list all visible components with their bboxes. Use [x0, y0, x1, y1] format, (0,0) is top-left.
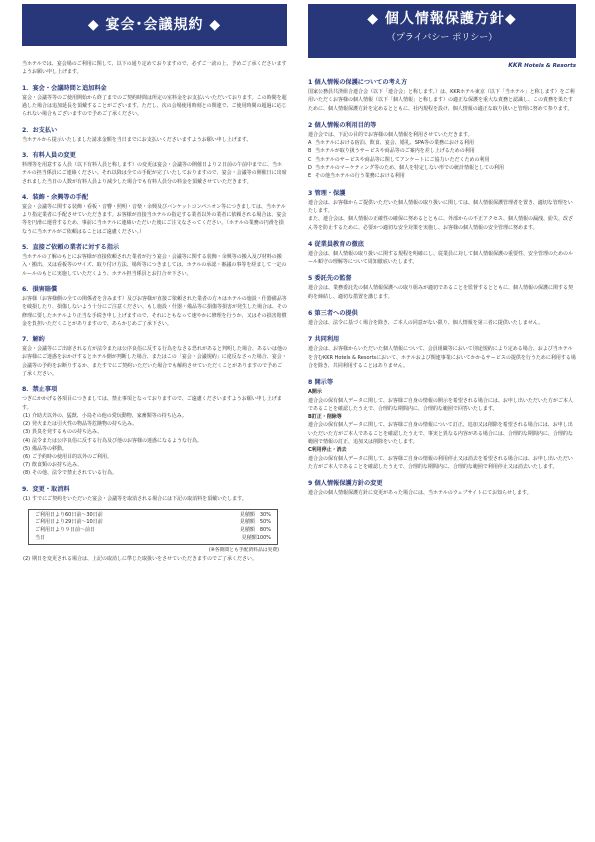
privacy-policy-banner: [308, 4, 576, 58]
list-item: A 当ホテルにおける宿泊、飲食、宴会、婚礼、SPA等の業務における利用: [308, 140, 475, 147]
section-title: 7．解約: [22, 336, 45, 344]
section-body: 当ホテルの了解のもとにお客様が直接依頼された業者が行う宴会・会議等に関する装飾・余興等の搬入及び材料の搬入・搬出、又は看板等のサイズ、取り付け方法、場所等につきましては、ホテルの承認・審議の事等を経まして一定のルールのもとに実施していただくよう、ホテル担当係員とお打合せ下さい。: [22, 254, 287, 277]
section-body: 連合会は、個人情報の取り扱いに関する規程を明確にし、従業員に対して個人情報保護の重要性、安全管理のためのルール順守の理解等について周知徹底いたします。: [308, 250, 574, 266]
section-title: 8 開示等: [308, 379, 334, 387]
section-body: 連合会では、下記の目的でお客様の個人情報を利用させていただきます。: [308, 131, 473, 138]
section-title: 3．有料人員の変更: [22, 152, 76, 159]
subsection-title: B訂正・削除等: [308, 414, 342, 421]
section-body: 当ホテルから提示いたしました請求金額を当日までにお支払いくださいますようお願い申し上げます。: [22, 136, 252, 143]
terms-section-1: [22, 84, 287, 119]
section-title: 2．お支払い: [22, 126, 58, 134]
privacy-section-6: [308, 309, 576, 327]
section-body: 連合会の保有個人データに関して、お客様ご自身の情報について訂正、追加又は削除を希望される場合には、お申し出いただいた方がご本人であることを確認したうえで、事実と異なる内容がある場合には、合理的な期間内に、合理的な範囲で情報の訂正、追加又は削除をいたします。: [308, 422, 573, 446]
list-item: (8) その他、法令で禁止されている行為。: [23, 470, 118, 477]
section-title: 4．装飾・余興等の手配: [22, 193, 89, 201]
privacy-section-8: [308, 378, 576, 471]
subsection-title: A開示: [308, 389, 322, 396]
list-item: C 当ホテルのサービスや商品等に関してアンケートにご協力いただくための利用: [308, 156, 490, 163]
list-item: E その他当ホテルの行う業務における利用: [308, 173, 405, 180]
privacy-section-9: [308, 479, 576, 497]
privacy-section-1: [308, 78, 576, 113]
section-title: 1．宴会・会議時間と追加料金: [22, 84, 107, 92]
section-title: 1 個人情報の保護についての考え方: [308, 79, 408, 86]
privacy-policy-column: [308, 0, 576, 498]
section-title: 8．禁止事項: [22, 386, 58, 394]
privacy-banner-subtitle: （プライバシー ポリシー）: [386, 33, 498, 43]
list-item: (6) ご予約時の使用目的以外のご利用。: [23, 453, 113, 460]
section-body: 宴会・会議等等のご使用開始から終了までのご契約時間は所定の室料金をお支払いいただいております。この時間を超過した場合は追加延長を頂戴することがございます。ただし、次の会場使用時刻との関連で、ご使用時間の超過に応じられない場合もございますので予めご了承ください。: [22, 94, 287, 118]
section-title: 4 従業員教育の徹底: [308, 240, 364, 248]
purpose-list: [308, 139, 576, 180]
fee-row: ご利用日より60日前〜30日前 見積額 30%: [35, 511, 271, 518]
privacy-section-3: [308, 189, 576, 232]
cancellation-fee-table: [28, 509, 278, 545]
section-body: 連合会は、法令に基づく場合を除き、ご本人の同意がない限り、個人情報を第三者に提供いたしません。: [308, 320, 544, 327]
section-title: 6 第三者への提供: [308, 310, 358, 318]
section-title: 5．直接ご依頼の業者に対する指示: [22, 244, 120, 252]
privacy-section-4: [308, 240, 576, 267]
prohibited-list: [22, 412, 287, 478]
subsection-title: C利用停止・消去: [308, 447, 347, 454]
section-title: 9．変更・取消料: [22, 485, 70, 493]
brand-logo: KKR Hotels & Resorts: [508, 62, 576, 69]
terms-section-4: [22, 193, 287, 236]
section-body: 宴会・会議等にご出席される方が法令または公序良俗に反する行為をなさる恐れがあると判明した場合、あるいは他のお客様にご迷惑をおかけするとホテル側が判断した場合、またはこの「宴会・会議規約」に違反なさった場合、宴会・会議等の予約をお断りするか、またすでにご契約いただいた場合でも解約させていただくことがありますので予めご了承ください。: [22, 346, 288, 378]
privacy-section-2: [308, 121, 576, 181]
banquet-terms-banner: ◆ 宴会･会議規約 ◆: [22, 4, 287, 46]
fee-row: ご利用日より29日前〜10日前 見積額 50%: [35, 519, 271, 526]
banquet-terms-column: [22, 0, 287, 563]
terms-section-cancellation: [22, 485, 287, 564]
list-item: (2) 発火または引火性の物品等危険物の持ち込み。: [23, 421, 138, 428]
section-body: お客様（お客様側の全ての関係者を含みます）及びお客様が直接ご依頼された業者の方々はホテルの施設・什器備品等を破損したり、損傷しないよう十分にご注意ください。もし施設・什器・備品等に損傷等損害が発生した場合は、その修理に要したホテルより正当な手続き申し上げますので、それにともなって速やかに修理を行うか、又はその損害賠償金を負担いただくことがありますので、あらかじめご了承下さい。: [22, 295, 288, 327]
list-item: B 当ホテルが取り扱うサービスや商品等のご案内を差し上げるための利用: [308, 148, 475, 155]
terms-section-prohibited: [22, 385, 287, 477]
privacy-section-5: [308, 274, 576, 301]
section-title: 6．損害賠償: [22, 285, 58, 293]
section-body: 連合会の保有個人データに関して、お客様ご自身の情報の開示を希望される場合には、お申し出いただいた方がご本人であることを確認したうえで、合理的な期間内に、合理的な範囲で回答いたします。: [308, 397, 573, 412]
list-item: (4) 法令または公序良俗に反する行為及び他のお客様の迷惑になるような行為。: [23, 437, 203, 444]
section-body: 連合会は、お客様からご提供いただいた個人情報の取り扱いに関しては、個人情報保護管理者を置き、適切な管理をいたします。 また、連合会は、個人情報の正確性の確保に努めるとともに、外部からの不正アクセス、個人情報の漏洩、紛失、改ざん等を防止するために、必要かつ適切な安全対策を実施し、お客様の個人情報の安全管理に努めます。: [308, 199, 574, 231]
list-item: (1) 介助犬以外の、猛獣、小鳥その他の愛玩動物、家畜類等の持ち込み。: [23, 412, 188, 419]
section-body: 連合会の個人情報保護方針に変更があった場合には、当ホテルのウェブサイトにてお知らせします。: [308, 490, 532, 497]
section-body: 連合会は、お客様からいただいた個人情報について、会員組織等において別途規約により定める場合、および当ホテルを含むKKR Hotels & Resortsにおいて、ホテルおよび関連事業においてかかるサービスの提供を行うために利用する場合を除き、共同利用することはありません。: [308, 346, 576, 369]
section-title: 5 委託先の監督: [308, 275, 352, 283]
privacy-banner-title: ◆ 個人情報保護方針◆: [367, 11, 517, 27]
fee-row: 当日 見積額100%: [35, 534, 271, 541]
section-title: 7 共同利用: [308, 336, 340, 344]
list-item: D 当ホテルのマーケティング等のため、個人を特定しない形での統計情報としての利用: [308, 165, 504, 172]
section-title: 2 個人情報の利用目的等: [308, 121, 377, 129]
terms-section-2: [22, 126, 287, 144]
section-body: 宴会・会議等に関する装飾・看板・音響・照明・音楽・余興及びバンケットコンパニオン等につきましては、当ホテルより指定業者に手配させていただきます。お客様が直接当ホテルの指定する業者以外の業者に依頼される場合は、宴会等を円滑に運営するため、事前に当ホテルに連絡いただいた後にご注文なさってください。（ホテルの業務の円滑を損なうに当ホテルがご依頼はることはご遠慮ください。）: [22, 203, 287, 235]
terms-section-5: [22, 243, 287, 278]
section-body: 連合会の保有個人データに関して、お客様ご自身の情報の利用停止又は消去を希望される場合には、お申し出いただいた方がご本人であることを確認したうえで、合理的な期間内に、合理的な範囲で利用停止又は消去いたします。: [308, 455, 573, 470]
privacy-section-7: [308, 335, 576, 370]
section-body: つぎにかかげる各項目につきましては、禁止事項となっておりますので、ご遠慮くださいますようお願い申し上げます。: [22, 396, 282, 411]
fee-note: (※各期間とも手配済料品は実費): [208, 548, 279, 554]
list-item: (5) 備品等の移動。: [23, 445, 68, 452]
banquet-terms-intro: 当ホテルでは、宴会場のご利用に関して、以下の通り定めておりますので、必ずご一読の上、予めご了承くださいますようお願い申し上げます。: [22, 61, 287, 76]
list-item: (2) 期日を変更される場合は、上記の取消しに準じた取扱いをさせていただきますのでご了承ください。: [23, 556, 258, 563]
section-title: 9 個人情報保護方針の変更: [308, 480, 383, 488]
list-item: (7) 飲食類のお持ち込み。: [23, 462, 83, 469]
section-body: 連合会は、業務委託先の個人情報保護への取り組みが適切であることを監督するとともに、個人情報の保護に関する契約を締結し、適切な措置を講じます。: [308, 285, 574, 300]
section-body: 料理等を用意する人員（以下有料人員と称します）の変更は宴会・会議等の開催日より２日前の午前中までに、当ホテルの担当係員にご連絡ください。それ以降は全ての手配が完了いたしておりますので、宴会・会議等の開催日に出席されました当日の人数が有料人員より減少した場合でも有料人員分の料金を頂戴させていただきます。: [22, 162, 287, 185]
terms-section-3: [22, 151, 287, 186]
section-body: 国家公務員共済組合連合会（以下「連合会」と称します。）は、KKRホテル東京（以下「当ホテル」と称します）をご利用いただくお客様の個人情報（以下「個人情報」と称します）の適正な保護を重大な責務と認識し、この責務を果たすために、個人情報保護方針を定めるとともに、社内規程を設け、個人情報の適正な取り扱いと管理に努めて参ります。: [308, 89, 575, 112]
section-title: 3 管理・保護: [308, 189, 346, 197]
list-item: (3) 異臭を発するものの持ち込み。: [23, 429, 103, 436]
fee-row: ご利用日より９日前〜前日 見積額 80%: [35, 526, 271, 533]
terms-section-7: [22, 335, 287, 378]
list-item: (1) すでにご契約をいただいた宴会・会議等を取消される場合には下記の取消料を頂戴いたします。: [23, 495, 247, 502]
terms-section-6: [22, 285, 287, 328]
